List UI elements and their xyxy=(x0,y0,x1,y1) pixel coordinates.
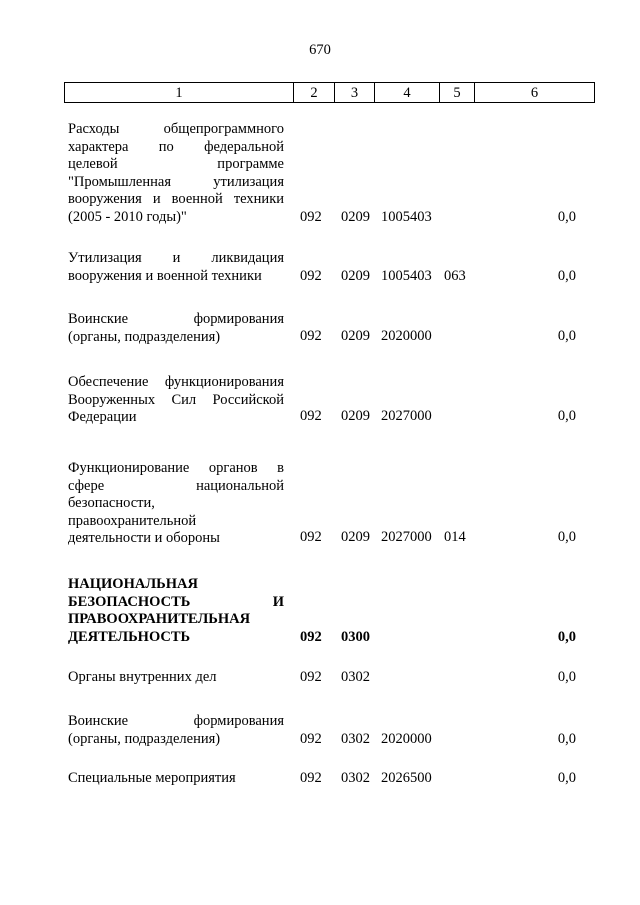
row-name-line: ПРАВООХРАНИТЕЛЬНАЯ xyxy=(68,611,251,628)
row-col-6: 0,0 xyxy=(557,408,576,424)
row-name-line: деятельности и обороны xyxy=(68,530,220,547)
row-col-4: 2027000 xyxy=(381,529,432,545)
row-col-3: 0209 xyxy=(341,408,370,424)
row-name-line: Федерации xyxy=(68,409,137,426)
row-name-line: Утилизация и ликвидация xyxy=(68,250,284,266)
row-name xyxy=(68,250,284,285)
row-col-4: 2027000 xyxy=(381,408,432,424)
row-col-5: 063 xyxy=(444,268,466,284)
row-name-line: вооружения и военной техники xyxy=(68,191,284,208)
row-name-line: целевой программе xyxy=(68,156,284,173)
row-col-3: 0209 xyxy=(341,209,370,225)
row-name-line: Воинские формирования xyxy=(68,311,284,327)
row-name xyxy=(68,713,284,748)
row-name-line: (органы, подразделения) xyxy=(68,730,221,747)
row-name-line: НАЦИОНАЛЬНАЯ xyxy=(68,576,198,592)
row-name xyxy=(68,121,284,227)
row-col-2: 092 xyxy=(300,209,322,225)
row-col-6: 0,0 xyxy=(557,209,576,225)
page-number: 670 xyxy=(309,42,331,58)
row-col-2: 092 xyxy=(300,529,322,545)
column-header-1: 1 xyxy=(65,83,294,103)
row-name-line: Специальные мероприятия xyxy=(68,770,236,786)
column-header-6: 6 xyxy=(475,83,595,103)
column-header-3: 3 xyxy=(335,83,375,103)
row-name-line: Органы внутренних дел xyxy=(68,669,217,685)
row-col-6: 0,0 xyxy=(557,529,576,545)
row-col-3: 0209 xyxy=(341,529,370,545)
row-name-line: Обеспечение функционирования xyxy=(68,374,284,390)
row-col-4: 1005403 xyxy=(381,209,432,225)
row-name-line: Функционирование органов в xyxy=(68,460,284,476)
row-name-line: ДЕЯТЕЛЬНОСТЬ xyxy=(68,628,191,645)
row-col-4: 2020000 xyxy=(381,731,432,747)
row-col-4: 2026500 xyxy=(381,770,432,786)
row-col-3: 0302 xyxy=(341,669,370,685)
row-name-line: Воинские формирования xyxy=(68,713,284,729)
row-col-6: 0,0 xyxy=(557,770,576,786)
row-col-3: 0302 xyxy=(341,770,370,786)
row-name-line: (2005 - 2010 годы)" xyxy=(68,208,187,225)
row-col-3: 0209 xyxy=(341,268,370,284)
row-col-5: 014 xyxy=(444,529,466,545)
row-col-3: 0302 xyxy=(341,731,370,747)
row-name-line: характера по федеральной xyxy=(68,138,284,155)
row-col-2: 092 xyxy=(300,268,322,284)
row-name xyxy=(68,669,284,687)
row-name-line: Вооруженных Сил Российской xyxy=(68,391,284,408)
row-name-line: БЕЗОПАСНОСТЬ И xyxy=(68,593,284,610)
row-name xyxy=(68,770,284,788)
row-name xyxy=(68,576,284,646)
row-col-2: 092 xyxy=(300,770,322,786)
column-header-2: 2 xyxy=(294,83,335,103)
row-name-line: Расходы общепрограммного xyxy=(68,121,284,137)
column-header-table xyxy=(64,82,595,103)
column-header-5: 5 xyxy=(440,83,475,103)
row-col-6: 0,0 xyxy=(557,731,576,747)
row-col-6: 0,0 xyxy=(557,629,576,645)
row-col-6: 0,0 xyxy=(557,268,576,284)
row-col-2: 092 xyxy=(300,669,322,685)
row-name-line: "Промышленная утилизация xyxy=(68,173,284,190)
column-header-row xyxy=(65,83,595,103)
row-name-line: сфере национальной xyxy=(68,477,284,494)
row-col-4: 2020000 xyxy=(381,328,432,344)
row-col-6: 0,0 xyxy=(557,328,576,344)
row-col-3: 0209 xyxy=(341,328,370,344)
row-col-2: 092 xyxy=(300,408,322,424)
row-name xyxy=(68,311,284,346)
row-name-line: вооружения и военной техники xyxy=(68,267,262,284)
row-col-6: 0,0 xyxy=(557,669,576,685)
row-name-line: безопасности, xyxy=(68,495,155,512)
row-col-2: 092 xyxy=(300,731,322,747)
row-col-4: 1005403 xyxy=(381,268,432,284)
column-header-4: 4 xyxy=(375,83,440,103)
row-name-line: правоохранительной xyxy=(68,512,197,529)
row-col-2: 092 xyxy=(300,328,322,344)
row-name-line: (органы, подразделения) xyxy=(68,328,221,345)
row-col-3: 0300 xyxy=(341,629,370,645)
row-col-2: 092 xyxy=(300,629,322,645)
row-name xyxy=(68,460,284,548)
row-name xyxy=(68,374,284,427)
